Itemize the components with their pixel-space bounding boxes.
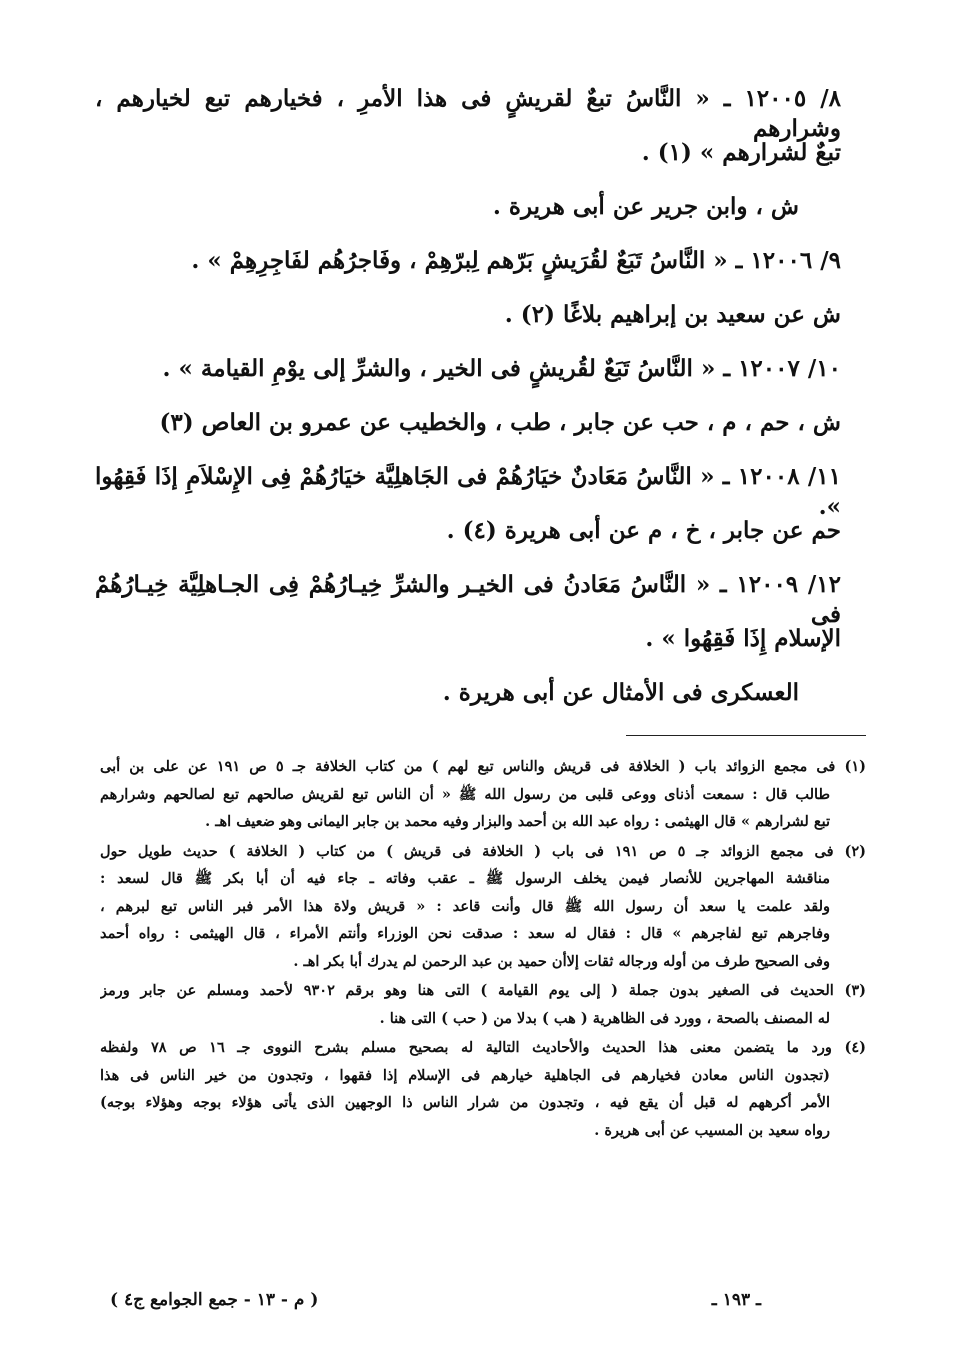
series-reference: ( م - ١٣ - جمع الجوامع ج٤ ) [110, 1290, 319, 1310]
hadith-12005-line-1: ٨/ ١٢٠٠٥ ـ « النَّاسُ تبعٌ لقريشٍ فى هذا الأمرِ ، فخيارهم تبع لخيارهم ، وشرارهم [95, 85, 841, 142]
source-12007: ش ، حم ، م ، حب عن جابر ، طب ، والخطيب عن عمرو بن العاص (٣) [159, 409, 841, 436]
footnote-2 [100, 840, 866, 978]
source-12006: ش عن سعيد بن إبراهيم بلاغًا (٢) . [504, 301, 841, 328]
source-12009: العسكرى فى الأمثال عن أبى هريرة . [442, 679, 799, 706]
hadith-12006: ٩/ ١٢٠٠٦ ـ « النَّاسُ تَبَعٌ لقُرَيشٍ بَرّهم لِبرّهِمْ ، وفَاجرُهُم لفَاجِرِهِمْ » . [191, 247, 841, 274]
footnote-4 [100, 1036, 866, 1146]
footnote-line: له المصنف بالصحة ، وورد فى الظاهرية ( هب ) بدلا من ( حب ) التى هنا . [379, 1009, 830, 1027]
hadith-12005-line-2: تبعٌ لشرارهم » (١) . [641, 139, 841, 166]
footnotes [100, 755, 866, 1148]
hadith-12008: ١١/ ١٢٠٠٨ ـ « النَّاسُ مَعَادنٌ خيَارُهُمْ فى الجَاهلِيَّة خيَارُهُمْ فِى الإِسْلاَمِ إذَا فَقِهُوا ». [95, 463, 841, 520]
footnote-line: مناقشة المهاجرين للأنصار فيمن يخلف الرسول ﷺ ـ عقب وفاته ـ جاء فيه أن أبا بكر ﷺ قال لسعد : [100, 870, 830, 887]
footnote-line: (٣) الحديث فى الصغير بدون جملة ( إلى يوم القيامة ) التى هنا وهو برقم ٩٣٠٢ لأحمد ومسلم عن جابر ورمز [100, 982, 866, 999]
source-12005: ش ، وابن جرير عن أبى هريرة . [492, 193, 799, 220]
footnote-line: تبع لشرارهم » قال الهيثمى : رواه عبد الله بن أحمد والبزار وفيه محمد بن جابر اليمانى وهو ضعيف اهـ . [205, 813, 830, 830]
footnote-line: (تجدون الناس معادن فخيارهم فى الجاهلية خيارهم فى الإسلام إذا فقهوا ، وتجدون من خير الناس فى هذا [100, 1066, 830, 1084]
hadith-12009-line-2: الإسلام إِذَا فَقِهُوا » . [645, 625, 841, 652]
hadith-12007: ١٠/ ١٢٠٠٧ ـ « النَّاسُ تَبَعٌ لقُريشٍ فى الخير ، والشرِّ إلى يوْمِ القيامة » . [162, 355, 841, 382]
hadith-12009-line-1: ١٢/ ١٢٠٠٩ ـ « النَّاسُ مَعَادنُ فى الخيـر والشرِّ خِيـارُهُمْ فِى الجـاهلِيَّة خِيـارُهُمْ فى [95, 571, 841, 628]
footnote-line: الأمر أكرههم له قبل أن يقع فيه ، وتجدون من شرار الناس ذا الوجهين الذى يأتى هؤلاء بوجه وهؤلاء بوجه) [100, 1094, 830, 1111]
footnote-line: (٤) ورد ما يتضمن معنى هذا الحديث والأحاديث التالية له بصحيح مسلم بشرح النووى جـ ١٦ ص ٧٨ ولفظه [100, 1039, 866, 1056]
main-text [95, 84, 841, 732]
footnote-line: (١) فى مجمع الزوائد باب ( الخلافة فى قريش والناس تبع لهم ) من كتاب الخلافة جـ ٥ ص ١٩١ عن على بن أبى [100, 758, 866, 775]
footnote-line: وفى الصحيح طرف من أوله ورجاله ثقات إلاأن حميد بن عبد الرحمن لم يدرك أبا بكر اهـ . [293, 952, 830, 970]
footnote-divider [626, 735, 866, 736]
footnote-line: طالب قال : سمعت أذناى ووعى قلبى من رسول الله ﷺ « أن الناس تبع لقريش صالحهم تبع لصالحهم وشرارهم [100, 785, 830, 803]
footnote-3 [100, 979, 866, 1034]
footnote-line: رواه سعيد بن المسيب عن أبى هريرة . [594, 1121, 830, 1139]
page-number: ـ ١٩٣ ـ [711, 1290, 761, 1310]
footnote-line: ولقد علمت يا سعد أن رسول الله ﷺ قال وأنت قاعد : « قريش ولاة هذا الأمر فبر الناس تبع لبرهم ، [100, 897, 830, 915]
footnote-1 [100, 755, 866, 838]
footnote-line: وفاجرهم تبع لفاجرهم » قال : فقال له سعد : صدقت نحن الوزراء وأنتم الأمراء ، قال الهيثمى : رواه أحمد [100, 925, 830, 942]
source-12008: حم عن جابر ، خ ، م عن أبى هريرة (٤) . [446, 517, 841, 544]
page-footer [110, 1290, 761, 1324]
footnote-line: (٢) فى مجمع الزوائد جـ ٥ ص ١٩١ فى باب ( الخلافة فى قريش ) من كتاب ( الخلافة ) حديث طويل حول [100, 842, 866, 860]
